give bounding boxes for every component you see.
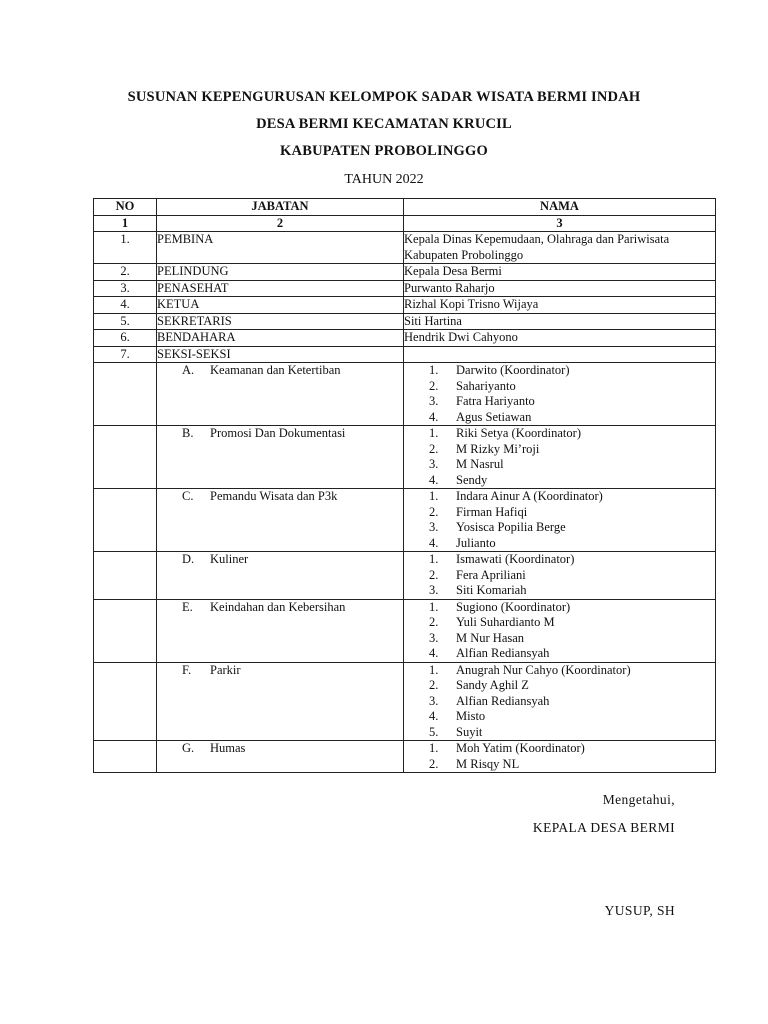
- section-number-cell: [94, 426, 157, 489]
- section-label-cell: [157, 489, 404, 552]
- section-number-cell: [94, 599, 157, 662]
- member-number: 1.: [429, 741, 439, 755]
- member-number: 4.: [429, 709, 439, 723]
- member-number: 3.: [429, 630, 439, 645]
- section-letter: F.: [182, 662, 192, 677]
- section-number-cell: [94, 552, 157, 600]
- list-item: [404, 473, 715, 489]
- document-year: TAHUN 2022: [344, 172, 424, 187]
- list-item: [404, 410, 715, 426]
- section-label: [157, 552, 403, 568]
- section-row: [94, 662, 716, 741]
- member-name: Suyit: [456, 724, 483, 739]
- signer-position: KEPALA DESA BERMI: [532, 820, 675, 835]
- member-name: Ismawati (Koordinator): [456, 552, 575, 566]
- section-members-cell: [404, 426, 716, 489]
- row-name: Kepala Desa Bermi: [404, 264, 716, 281]
- table-row: [94, 264, 716, 281]
- member-name: Sahariyanto: [456, 378, 516, 393]
- signer-name: YUSUP, SH: [604, 903, 675, 918]
- member-number: 2.: [429, 615, 439, 629]
- table-row: [94, 280, 716, 297]
- member-number: 2.: [429, 378, 439, 393]
- document-title-line-1: SUSUNAN KEPENGURUSAN KELOMPOK SADAR WISATA BERMI INDAH: [127, 89, 641, 105]
- row-position: PELINDUNG: [157, 264, 404, 281]
- column-number-row: [94, 215, 716, 232]
- section-name: Kuliner: [210, 552, 249, 566]
- member-name: Sugiono (Koordinator): [456, 599, 571, 614]
- member-name: Agus Setiawan: [456, 409, 532, 424]
- row-position: SEKSI-SEKSI: [157, 346, 404, 363]
- section-name: Promosi Dan Dokumentasi: [210, 426, 346, 440]
- list-item: [404, 663, 715, 679]
- member-number: 1.: [429, 489, 439, 503]
- list-item: [404, 615, 715, 631]
- section-letter: D.: [182, 552, 195, 566]
- list-item: [404, 568, 715, 584]
- member-number: 5.: [429, 724, 439, 739]
- section-name: Keindahan dan Kebersihan: [210, 599, 346, 614]
- acknowledged-label: Mengetahui,: [602, 792, 675, 807]
- list-item: [404, 536, 715, 552]
- row-name: Purwanto Raharjo: [404, 280, 716, 297]
- member-name: Julianto: [456, 535, 496, 550]
- member-number: 1.: [429, 552, 439, 566]
- row-number: 7.: [94, 346, 157, 363]
- list-item: [404, 583, 715, 599]
- member-name: Sandy Aghil Z: [456, 678, 529, 692]
- organization-table: [93, 198, 716, 773]
- member-number: 2.: [429, 441, 439, 456]
- section-label-cell: [157, 426, 404, 489]
- section-label-cell: [157, 552, 404, 600]
- list-item: [404, 709, 715, 725]
- member-name: Alfian Rediansyah: [456, 646, 550, 660]
- section-row: [94, 426, 716, 489]
- member-name: Yosisca Popilia Berge: [456, 520, 566, 534]
- list-item: [404, 725, 715, 741]
- section-name: Humas: [210, 741, 246, 755]
- section-number-cell: [94, 741, 157, 773]
- section-row: [94, 552, 716, 600]
- row-number: 5.: [94, 313, 157, 330]
- section-label: [157, 426, 403, 442]
- row-name: Rizhal Kopi Trisno Wijaya: [404, 297, 716, 314]
- section-label: [157, 489, 403, 505]
- section-number-cell: [94, 662, 157, 741]
- table-row: [94, 232, 716, 264]
- member-name: Indara Ainur A (Koordinator): [456, 489, 603, 503]
- member-number: 4.: [429, 472, 439, 487]
- list-item: [404, 442, 715, 458]
- member-name: Darwito (Koordinator): [456, 363, 570, 377]
- row-name: Hendrik Dwi Cahyono: [404, 330, 716, 347]
- member-number: 3.: [429, 583, 439, 597]
- section-number-cell: [94, 363, 157, 426]
- member-number: 2.: [429, 504, 439, 519]
- member-name: Misto: [456, 709, 486, 723]
- row-number: 4.: [94, 297, 157, 314]
- section-letter: A.: [182, 363, 195, 377]
- section-letter: B.: [182, 426, 194, 440]
- member-number: 4.: [429, 535, 439, 550]
- column-number-2: 2: [157, 215, 404, 232]
- section-members-cell: [404, 741, 716, 773]
- list-item: [404, 646, 715, 662]
- section-label-cell: [157, 363, 404, 426]
- member-number: 3.: [429, 457, 439, 471]
- column-number-3: 3: [404, 215, 716, 232]
- row-name: Siti Hartina: [404, 313, 716, 330]
- section-number-cell: [94, 489, 157, 552]
- row-name: [404, 346, 716, 363]
- member-name: M Nur Hasan: [456, 630, 525, 645]
- member-name: Yuli Suhardianto M: [456, 615, 555, 629]
- member-number: 2.: [429, 567, 439, 582]
- member-name: Alfian Rediansyah: [456, 693, 550, 708]
- section-label-cell: [157, 741, 404, 773]
- table-row: [94, 330, 716, 347]
- row-position: PEMBINA: [157, 232, 404, 264]
- list-item: [404, 426, 715, 442]
- list-item: [404, 363, 715, 379]
- member-number: 3.: [429, 520, 439, 534]
- member-number: 1.: [429, 662, 439, 677]
- section-members-cell: [404, 662, 716, 741]
- table-row: [94, 297, 716, 314]
- section-label: [157, 663, 403, 679]
- list-item: [404, 552, 715, 568]
- list-item: [404, 600, 715, 616]
- row-number: 6.: [94, 330, 157, 347]
- section-row: [94, 741, 716, 773]
- member-name: Sendy: [456, 472, 488, 487]
- member-number: 3.: [429, 394, 439, 408]
- section-letter: C.: [182, 489, 194, 503]
- section-row: [94, 489, 716, 552]
- row-number: 3.: [94, 280, 157, 297]
- member-name: Siti Komariah: [456, 583, 527, 597]
- section-name: Pemandu Wisata dan P3k: [210, 489, 338, 503]
- section-members-cell: [404, 599, 716, 662]
- section-name: Keamanan dan Ketertiban: [210, 363, 341, 377]
- member-name: M Rizky Mi’roji: [456, 441, 540, 456]
- row-name: Kepala Dinas Kepemudaan, Olahraga dan Pariwisata Kabupaten Probolinggo: [404, 232, 716, 264]
- list-item: [404, 394, 715, 410]
- member-number: 1.: [429, 426, 439, 440]
- member-number: 1.: [429, 599, 439, 614]
- section-letter: G.: [182, 741, 195, 755]
- column-number-1: 1: [94, 215, 157, 232]
- list-item: [404, 757, 715, 773]
- header-no: NO: [94, 199, 157, 216]
- document-title-line-2: DESA BERMI KECAMATAN KRUCIL: [256, 116, 512, 132]
- member-name: Anugrah Nur Cahyo (Koordinator): [456, 662, 631, 677]
- member-number: 2.: [429, 678, 439, 692]
- row-position: SEKRETARIS: [157, 313, 404, 330]
- member-number: 4.: [429, 646, 439, 660]
- member-number: 1.: [429, 363, 439, 377]
- row-position: BENDAHARA: [157, 330, 404, 347]
- list-item: [404, 631, 715, 647]
- row-position: PENASEHAT: [157, 280, 404, 297]
- list-item: [404, 505, 715, 521]
- member-name: Moh Yatim (Koordinator): [456, 741, 585, 755]
- section-label-cell: [157, 599, 404, 662]
- member-name: Fera Apriliani: [456, 567, 526, 582]
- section-members-cell: [404, 489, 716, 552]
- section-row: [94, 363, 716, 426]
- list-item: [404, 694, 715, 710]
- section-name: Parkir: [210, 662, 241, 677]
- section-letter: E.: [182, 599, 193, 614]
- section-label: [157, 363, 403, 379]
- member-number: 2.: [429, 756, 439, 771]
- header-nama: NAMA: [404, 199, 716, 216]
- document-title-line-3: KABUPATEN PROBOLINGGO: [280, 143, 488, 159]
- section-label: [157, 741, 403, 757]
- list-item: [404, 520, 715, 536]
- section-members-cell: [404, 363, 716, 426]
- row-number: 2.: [94, 264, 157, 281]
- list-item: [404, 678, 715, 694]
- member-name: M Risqy NL: [456, 756, 520, 771]
- table-header-row: [94, 199, 716, 216]
- member-name: Fatra Hariyanto: [456, 394, 535, 408]
- member-name: Firman Hafiqi: [456, 504, 528, 519]
- member-number: 4.: [429, 409, 439, 424]
- list-item: [404, 489, 715, 505]
- list-item: [404, 741, 715, 757]
- section-members-cell: [404, 552, 716, 600]
- table-row: [94, 313, 716, 330]
- section-row: [94, 599, 716, 662]
- header-jabatan: JABATAN: [157, 199, 404, 216]
- member-name: Riki Setya (Koordinator): [456, 426, 581, 440]
- member-name: M Nasrul: [456, 457, 504, 471]
- table-row: [94, 346, 716, 363]
- row-position: KETUA: [157, 297, 404, 314]
- section-label-cell: [157, 662, 404, 741]
- list-item: [404, 379, 715, 395]
- list-item: [404, 457, 715, 473]
- member-number: 3.: [429, 693, 439, 708]
- section-label: [157, 600, 403, 616]
- row-number: 1.: [94, 232, 157, 264]
